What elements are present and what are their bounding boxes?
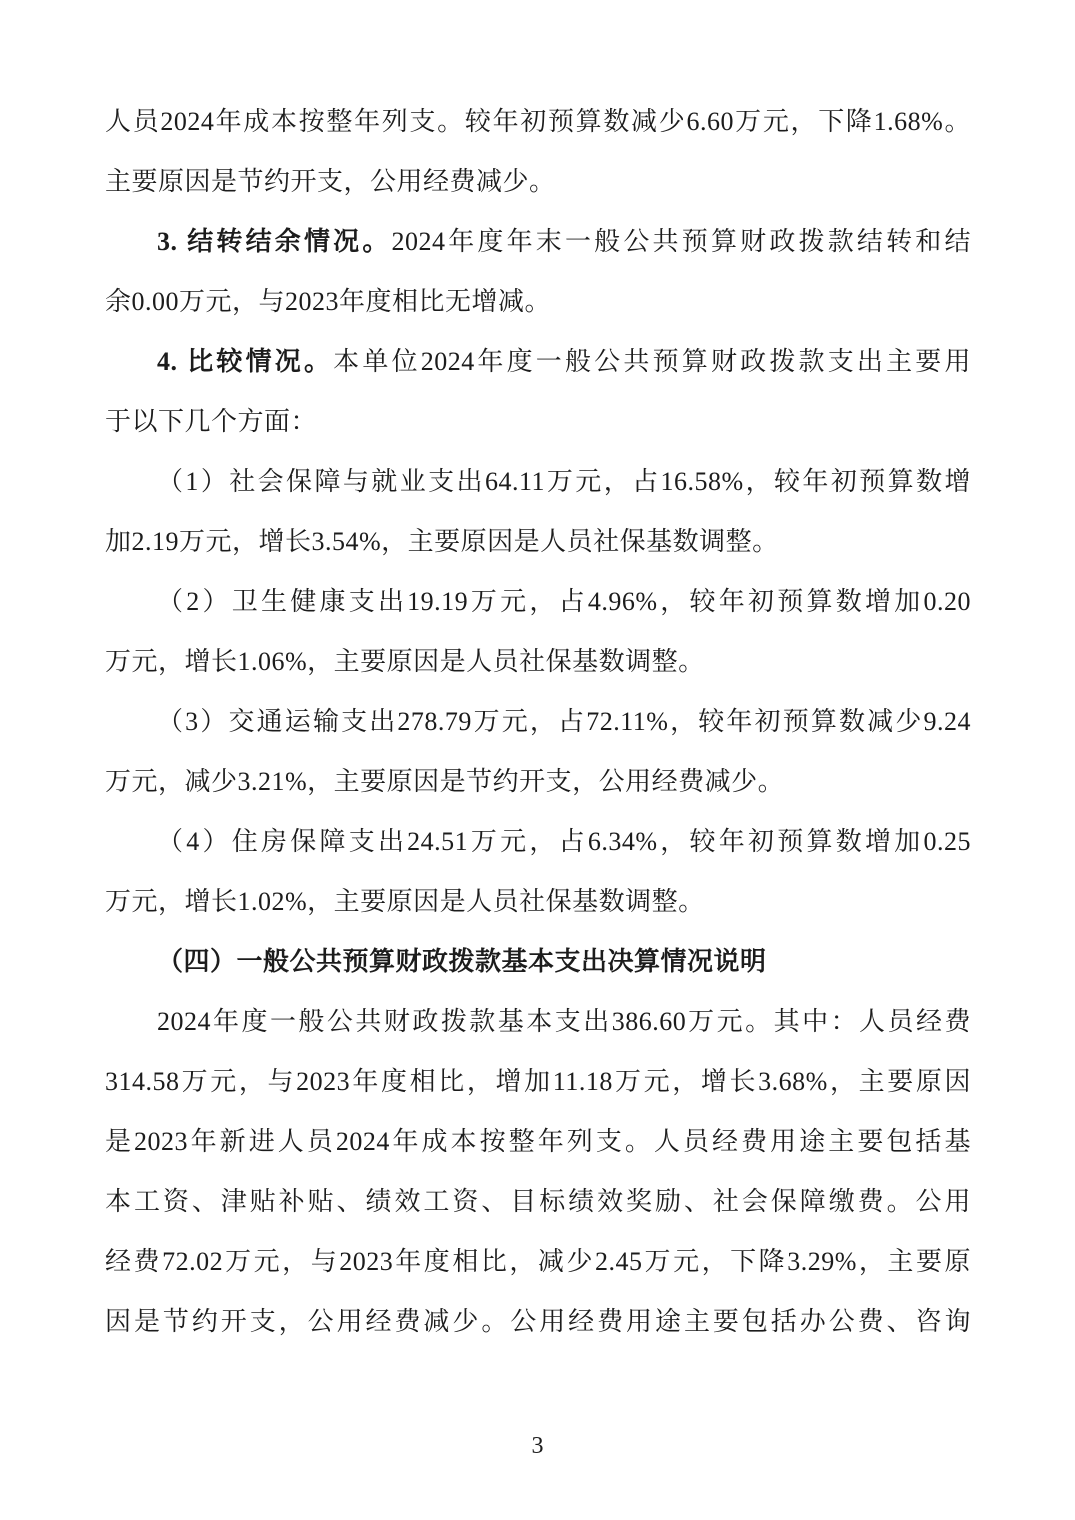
page-number: 3 [531,1433,544,1459]
text-line [105,272,971,332]
text-run: （2）卫生健康支出19.19万元，占4.96%，较年初预算数增加0.20 [157,587,971,616]
text-line [105,992,971,1052]
text-run: 于以下几个方面： [105,407,318,436]
text-line [105,212,971,272]
text-run: （1）社会保障与就业支出64.11万元，占16.58%，较年初预算数增 [157,467,971,496]
text-run: （四）一般公共预算财政拨款基本支出决算情况说明 [157,947,767,976]
document-body [105,92,971,1352]
text-run: 万元，增长1.02%，主要原因是人员社保基数调整。 [105,887,705,916]
text-line [105,1232,971,1292]
text-run: 是2023年新进人员2024年成本按整年列支。人员经费用途主要包括基 [105,1127,971,1156]
text-run: 本工资、津贴补贴、绩效工资、目标绩效奖励、社会保障缴费。公用 [105,1187,971,1216]
text-run: 经费72.02万元，与2023年度相比，减少2.45万元，下降3.29%，主要原 [105,1247,971,1276]
text-line [105,752,971,812]
text-run: 2024年度一般公共财政拨款基本支出386.60万元。其中：人员经费 [157,1007,971,1036]
section-heading [105,932,971,992]
text-run: 万元，增长1.06%，主要原因是人员社保基数调整。 [105,647,705,676]
text-run: （4）住房保障支出24.51万元，占6.34%，较年初预算数增加0.25 [157,827,971,856]
text-run: （3）交通运输支出278.79万元，占72.11%，较年初预算数减少9.24 [157,707,971,736]
text-run: 加2.19万元，增长3.54%，主要原因是人员社保基数调整。 [105,527,779,556]
text-run: 2024年度年末一般公共预算财政拨款结转和结 [391,227,971,256]
text-line [105,1292,971,1352]
text-line [105,692,971,752]
section-number-heading: 4. 比较情况。 [157,347,334,376]
text-line [105,1112,971,1172]
text-run: 余0.00万元，与2023年度相比无增减。 [105,287,552,316]
text-line [105,152,971,212]
text-run: 主要原因是节约开支，公用经费减少。 [105,167,556,196]
text-line [105,512,971,572]
text-line [105,572,971,632]
text-line [105,1172,971,1232]
text-line [105,812,971,872]
text-run: 万元，减少3.21%，主要原因是节约开支，公用经费减少。 [105,767,785,796]
text-run: 因是节约开支，公用经费减少。公用经费用途主要包括办公费、咨询 [105,1307,971,1336]
text-line [105,392,971,452]
text-line [105,332,971,392]
text-run: 人员2024年成本按整年列支。较年初预算数减少6.60万元，下降1.68%。 [105,107,971,136]
text-run: 本单位2024年度一般公共预算财政拨款支出主要用 [333,347,971,376]
text-line [105,1052,971,1112]
text-line [105,632,971,692]
text-line [105,92,971,152]
text-line [105,452,971,512]
text-line [105,872,971,932]
text-run: 314.58万元，与2023年度相比，增加11.18万元，增长3.68%，主要原因 [105,1067,971,1096]
section-number-heading: 3. 结转结余情况。 [157,227,392,256]
